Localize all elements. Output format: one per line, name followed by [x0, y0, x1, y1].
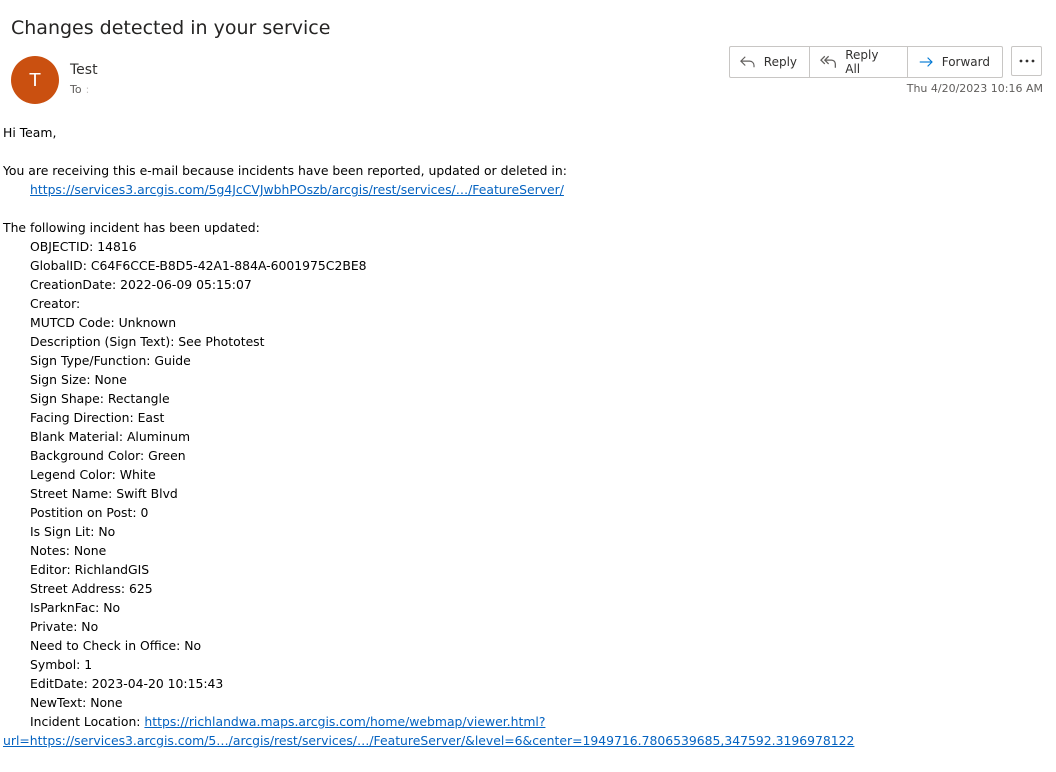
to-label: To [70, 83, 82, 96]
to-value[interactable]: : [85, 83, 90, 96]
reply-icon [740, 55, 756, 69]
incident-field: CreationDate: 2022-06-09 05:15:07 [30, 277, 252, 292]
forward-label: Forward [941, 55, 990, 69]
forward-button[interactable] [908, 47, 1002, 77]
reply-all-icon [820, 55, 837, 69]
incident-field: Street Name: Swift Blvd [30, 486, 178, 501]
incident-field: NewText: None [30, 695, 123, 710]
forward-icon [918, 55, 934, 69]
updated-heading: The following incident has been updated: [3, 220, 260, 235]
email-body [3, 123, 1048, 750]
incident-location-line [3, 712, 1048, 731]
reply-label: Reply [763, 55, 797, 69]
incident-location-link[interactable]: https://richlandwa.maps.arcgis.com/home/webmap/viewer.html? [144, 714, 546, 729]
incident-field: GlobalID: C64F6CCE-B8D5-42A1-884A-6001975C2BE8 [30, 258, 367, 273]
incident-field: Blank Material: Aluminum [30, 429, 191, 444]
incident-field: Need to Check in Office: No [30, 638, 202, 653]
greeting: Hi Team, [3, 125, 57, 140]
reply-button[interactable] [730, 47, 810, 77]
incident-field: Editor: RichlandGIS [30, 562, 150, 577]
incident-fields [3, 237, 1048, 712]
incident-field: Description (Sign Text): See Phototest [30, 334, 265, 349]
incident-field: Postition on Post: 0 [30, 505, 149, 520]
sender-name[interactable]: Test [70, 62, 98, 78]
incident-field: EditDate: 2023-04-20 10:15:43 [30, 676, 224, 691]
incident-field: Symbol: 1 [30, 657, 93, 672]
incident-field: Background Color: Green [30, 448, 186, 463]
reply-all-label: Reply All [845, 48, 879, 76]
incident-field: OBJECTID: 14816 [30, 239, 137, 254]
intro-text: You are receiving this e-mail because incidents have been reported, updated or deleted in: [3, 163, 567, 178]
incident-location-label: Incident Location: [30, 714, 145, 729]
more-icon [1019, 59, 1035, 63]
incident-location-link-continued[interactable]: url=https://services3.arcgis.com/5…/arcgis/rest/services/…/FeatureServer/&level=6&center=1949716.7806539685,347592.3196978122 [3, 733, 855, 748]
reply-all-button[interactable] [810, 47, 908, 77]
incident-field: Creator: [30, 296, 81, 311]
message-actions [729, 46, 1003, 78]
avatar-initial: T [29, 69, 41, 91]
email-subject: Changes detected in your service [11, 17, 331, 39]
avatar [11, 56, 59, 104]
received-datetime: Thu 4/20/2023 10:16 AM [906, 82, 1043, 95]
incident-field: Private: No [30, 619, 99, 634]
incident-field: Sign Shape: Rectangle [30, 391, 170, 406]
incident-field: Sign Type/Function: Guide [30, 353, 191, 368]
incident-field: Notes: None [30, 543, 107, 558]
incident-field: Is Sign Lit: No [30, 524, 116, 539]
incident-field: Legend Color: White [30, 467, 156, 482]
incident-field: Street Address: 625 [30, 581, 153, 596]
service-link[interactable]: https://services3.arcgis.com/5g4JcCVJwbhPOszb/arcgis/rest/services/…/FeatureServer/ [30, 182, 564, 197]
more-actions-button[interactable] [1011, 46, 1042, 76]
incident-field: Sign Size: None [30, 372, 127, 387]
incident-field: IsParknFac: No [30, 600, 121, 615]
incident-field: MUTCD Code: Unknown [30, 315, 177, 330]
incident-field: Facing Direction: East [30, 410, 165, 425]
recipient-line [70, 83, 89, 96]
